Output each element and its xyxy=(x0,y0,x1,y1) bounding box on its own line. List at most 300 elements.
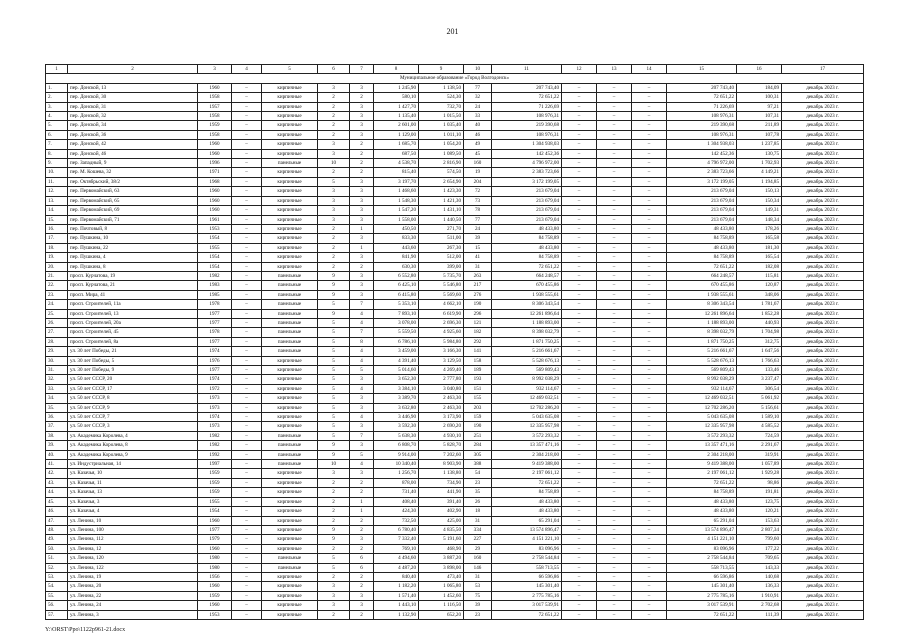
table-cell: 3 237,47 xyxy=(737,375,782,384)
table-cell: пер. Донской, 42 xyxy=(68,140,198,149)
table-row xyxy=(46,450,864,459)
table-row xyxy=(46,234,864,243)
table-cell: ул. Ленина, 100 xyxy=(68,525,198,534)
table-cell: декабрь 2023 г. xyxy=(782,177,864,186)
table-cell: 1959 xyxy=(198,591,232,600)
table-row xyxy=(46,168,864,177)
table-cell: 3 xyxy=(350,441,374,450)
table-cell: – xyxy=(562,554,597,563)
table-cell: 57. xyxy=(46,610,68,619)
table-cell: 5. xyxy=(46,121,68,130)
table-cell: 1 015,50 xyxy=(419,112,464,121)
table-cell: 1974 xyxy=(198,375,232,384)
table-cell: 1 304 938,03 xyxy=(667,140,737,149)
table-cell: 13 357 471,16 xyxy=(667,441,737,450)
table-cell: декабрь 2023 г. xyxy=(782,563,864,572)
table-row xyxy=(46,102,864,111)
table-cell: 27. xyxy=(46,328,68,337)
table-cell: 111,39 xyxy=(737,610,782,619)
table-cell: 204 xyxy=(464,177,492,186)
table-cell: 3 xyxy=(318,215,350,224)
table-cell: 1 548,30 xyxy=(374,196,419,205)
table-cell: 5 546,80 xyxy=(419,281,464,290)
table-cell: – xyxy=(632,159,667,168)
table-cell: 1 132,90 xyxy=(374,610,419,619)
table-cell: декабрь 2023 г. xyxy=(782,413,864,422)
table-cell: 1 938 555,61 xyxy=(492,290,562,299)
table-cell: 48 433,80 xyxy=(492,497,562,506)
table-cell: 4 835,50 xyxy=(419,525,464,534)
table-cell: 732,50 xyxy=(374,516,419,525)
table-cell: 4 796 972,00 xyxy=(492,159,562,168)
table-cell: ул. 30 лет Победы, 21 xyxy=(68,347,198,356)
table-cell: 2 xyxy=(350,488,374,497)
table-cell: 50. xyxy=(46,544,68,553)
table-cell: ул. Казачья, 10 xyxy=(68,469,198,478)
table-cell: 2 xyxy=(318,253,350,262)
table-cell: – xyxy=(562,234,597,243)
table-cell: 1968 xyxy=(198,177,232,186)
table-cell: пер. Донской, 30 xyxy=(68,93,198,102)
table-cell: – xyxy=(562,290,597,299)
table-cell: – xyxy=(232,356,262,365)
table-cell: 9 xyxy=(318,271,350,280)
table-cell: 1 182,20 xyxy=(374,582,419,591)
table-cell: декабрь 2023 г. xyxy=(782,441,864,450)
table-cell: 25. xyxy=(46,309,68,318)
table-cell: 687,50 xyxy=(374,149,419,158)
table-cell: ул. Ленина, 112 xyxy=(68,535,198,544)
table-cell: – xyxy=(632,93,667,102)
table-cell: 1 057,89 xyxy=(737,460,782,469)
table-row xyxy=(46,215,864,224)
table-cell: 1980 xyxy=(198,554,232,563)
table-cell: кирпичные xyxy=(262,206,318,215)
table-cell: 5 xyxy=(318,318,350,327)
table-cell: 1958 xyxy=(198,93,232,102)
column-number: 5 xyxy=(262,65,318,74)
table-cell: кирпичные xyxy=(262,196,318,205)
table-cell: 178,26 xyxy=(737,224,782,233)
table-cell: 13 574 896,47 xyxy=(492,525,562,534)
table-cell: 153,63 xyxy=(737,516,782,525)
table-cell: – xyxy=(632,177,667,186)
table-cell: 14. xyxy=(46,206,68,215)
table-cell: 133,46 xyxy=(737,366,782,375)
table-cell: 1 704,98 xyxy=(737,328,782,337)
table-cell: 6 xyxy=(350,554,374,563)
table-cell: – xyxy=(562,478,597,487)
table-cell: декабрь 2023 г. xyxy=(782,121,864,130)
table-cell: – xyxy=(232,177,262,186)
table-cell: – xyxy=(632,187,667,196)
table-cell: – xyxy=(597,591,632,600)
table-cell: – xyxy=(632,234,667,243)
table-cell: 9 xyxy=(318,441,350,450)
table-cell: – xyxy=(632,394,667,403)
table-cell: 2 758 544,84 xyxy=(667,554,737,563)
table-cell: – xyxy=(232,262,262,271)
table-cell: панельные xyxy=(262,271,318,280)
table-cell: 1980 xyxy=(198,563,232,572)
table-cell: пер. М. Кошева, 32 xyxy=(68,168,198,177)
table-cell: 31 xyxy=(464,516,492,525)
table-cell: 2 xyxy=(350,168,374,177)
table-cell: 15. xyxy=(46,215,68,224)
table-row xyxy=(46,206,864,215)
table-cell: – xyxy=(597,582,632,591)
table-cell: – xyxy=(562,516,597,525)
table-cell: 84 758,89 xyxy=(492,234,562,243)
table-cell: – xyxy=(597,262,632,271)
table-cell: – xyxy=(562,224,597,233)
table-cell: 26 xyxy=(464,497,492,506)
table-cell: 1 xyxy=(350,243,374,252)
table-cell: 72 651,22 xyxy=(667,478,737,487)
table-cell: – xyxy=(562,253,597,262)
table-cell: 1 129,00 xyxy=(374,130,419,139)
table-cell: – xyxy=(597,159,632,168)
table-cell: 78 xyxy=(464,206,492,215)
table-cell: кирпичные xyxy=(262,253,318,262)
table-cell: – xyxy=(562,375,597,384)
table-cell: – xyxy=(562,601,597,610)
table-cell: 54 xyxy=(464,469,492,478)
table-cell: 55. xyxy=(46,591,68,600)
table-cell: кирпичные xyxy=(262,375,318,384)
table-row xyxy=(46,309,864,318)
table-cell: 213 679,04 xyxy=(492,206,562,215)
table-cell: 391,40 xyxy=(419,497,464,506)
table-cell: ул. Ленина, 3 xyxy=(68,610,198,619)
table-cell: 267,30 xyxy=(419,243,464,252)
table-cell: 3 xyxy=(318,582,350,591)
table-cell: 28. xyxy=(46,337,68,346)
table-cell: 1 xyxy=(350,497,374,506)
table-cell: 1 138,50 xyxy=(419,83,464,92)
table-cell: 3 xyxy=(350,215,374,224)
table-row xyxy=(46,366,864,375)
table-cell: 3 xyxy=(318,196,350,205)
table-cell: 3 xyxy=(350,375,374,384)
table-cell: – xyxy=(597,572,632,581)
column-number: 14 xyxy=(632,65,667,74)
table-cell: – xyxy=(597,516,632,525)
table-cell: 11. xyxy=(46,177,68,186)
table-cell: 1 571,40 xyxy=(374,591,419,600)
table-cell: – xyxy=(597,168,632,177)
table-cell: – xyxy=(597,469,632,478)
table-cell: 84 758,89 xyxy=(492,488,562,497)
table-row xyxy=(46,130,864,139)
table-row xyxy=(46,478,864,487)
table-cell: декабрь 2023 г. xyxy=(782,516,864,525)
table-cell: – xyxy=(562,535,597,544)
table-cell: 4 xyxy=(350,356,374,365)
table-cell: – xyxy=(232,271,262,280)
table-cell: 4 xyxy=(350,460,374,469)
table-cell: 1960 xyxy=(198,544,232,553)
table-cell: 1 135,40 xyxy=(374,112,419,121)
table-cell: 73 xyxy=(464,196,492,205)
table-row xyxy=(46,422,864,431)
table-cell: 72 xyxy=(464,187,492,196)
column-number: 12 xyxy=(562,65,597,74)
table-cell: кирпичные xyxy=(262,601,318,610)
table-cell: 1 468,60 xyxy=(374,187,419,196)
table-cell: 100,31 xyxy=(737,93,782,102)
table-cell: – xyxy=(562,149,597,158)
table-cell: 1959 xyxy=(198,478,232,487)
table-cell: 2 xyxy=(318,234,350,243)
table-cell: пер. Первомайский, 65 xyxy=(68,196,198,205)
table-cell: 1960 xyxy=(198,149,232,158)
table-cell: 66 596,86 xyxy=(667,572,737,581)
table-cell: 5 735,70 xyxy=(419,271,464,280)
column-number: 10 xyxy=(464,65,492,74)
table-cell: 3 129,50 xyxy=(419,356,464,365)
table-cell: – xyxy=(597,450,632,459)
table-cell: кирпичные xyxy=(262,384,318,393)
table-cell: 348,06 xyxy=(737,290,782,299)
table-cell: 146 xyxy=(464,563,492,572)
table-cell: ул. Казачья, 3 xyxy=(68,497,198,506)
table-cell: 3 xyxy=(350,234,374,243)
table-cell: 1 910,91 xyxy=(737,591,782,600)
table-cell: 3 xyxy=(318,206,350,215)
table-cell: – xyxy=(232,159,262,168)
table-cell: – xyxy=(562,384,597,393)
table-cell: 213 679,04 xyxy=(667,187,737,196)
table-cell: панельные xyxy=(262,554,318,563)
table-cell: 878,00 xyxy=(374,478,419,487)
table-cell: – xyxy=(632,281,667,290)
table-row xyxy=(46,431,864,440)
table-cell: 2 xyxy=(350,516,374,525)
table-cell: 24 xyxy=(464,224,492,233)
table-cell: 31 xyxy=(464,572,492,581)
table-cell: 1 589,10 xyxy=(737,413,782,422)
table-cell: 2 777,80 xyxy=(419,375,464,384)
table-cell: – xyxy=(632,83,667,92)
column-number: 17 xyxy=(782,65,864,74)
table-cell: – xyxy=(597,375,632,384)
table-cell: 47. xyxy=(46,516,68,525)
table-cell: – xyxy=(562,262,597,271)
table-cell: панельные xyxy=(262,318,318,327)
table-cell: 3 xyxy=(350,112,374,121)
table-cell: 3. xyxy=(46,102,68,111)
table-cell: 3 166,30 xyxy=(419,347,464,356)
table-cell: – xyxy=(632,563,667,572)
table-cell: панельные xyxy=(262,450,318,459)
table-cell: 4 269,40 xyxy=(419,366,464,375)
table-cell: ул. 50 лет СССР, 7 xyxy=(68,413,198,422)
table-cell: 468,90 xyxy=(419,544,464,553)
table-cell: 4 xyxy=(350,413,374,422)
table-cell: декабрь 2023 г. xyxy=(782,224,864,233)
column-number: 6 xyxy=(318,65,350,74)
table-cell: декабрь 2023 г. xyxy=(782,93,864,102)
table-cell: 10 xyxy=(318,460,350,469)
table-cell: – xyxy=(232,441,262,450)
table-cell: 98,86 xyxy=(737,478,782,487)
table-cell: ул. Ленина, 120 xyxy=(68,554,198,563)
table-cell: кирпичные xyxy=(262,413,318,422)
table-cell: 3 xyxy=(350,83,374,92)
table-cell: 1974 xyxy=(198,413,232,422)
table-row xyxy=(46,281,864,290)
table-cell: 1 423,30 xyxy=(419,187,464,196)
table-cell: – xyxy=(232,525,262,534)
table-cell: – xyxy=(632,356,667,365)
table-cell: 799,60 xyxy=(737,535,782,544)
table-cell: 1960 xyxy=(198,601,232,610)
table-cell: – xyxy=(597,356,632,365)
table-cell: – xyxy=(632,431,667,440)
table-cell: 731,40 xyxy=(374,488,419,497)
table-cell: 49. xyxy=(46,535,68,544)
table-cell: 12 702 286,20 xyxy=(667,403,737,412)
table-cell: кирпичные xyxy=(262,572,318,581)
table-cell: – xyxy=(562,271,597,280)
table-cell: 1958 xyxy=(198,112,232,121)
table-cell: декабрь 2023 г. xyxy=(782,403,864,412)
table-cell: 219 390,68 xyxy=(492,121,562,130)
table-cell: 1 685,70 xyxy=(374,140,419,149)
table-cell: – xyxy=(562,93,597,102)
table-cell: – xyxy=(562,610,597,619)
table-cell: 3 078,00 xyxy=(374,318,419,327)
table-cell: 145 301,40 xyxy=(667,582,737,591)
table-cell: – xyxy=(232,591,262,600)
table-row xyxy=(46,507,864,516)
table-cell: декабрь 2023 г. xyxy=(782,431,864,440)
table-cell: декабрь 2023 г. xyxy=(782,356,864,365)
table-row xyxy=(46,196,864,205)
table-cell: декабрь 2023 г. xyxy=(782,140,864,149)
table-cell: декабрь 2023 г. xyxy=(782,271,864,280)
table-cell: – xyxy=(562,572,597,581)
table-cell: 1982 xyxy=(198,431,232,440)
table-cell: 1974 xyxy=(198,347,232,356)
table-cell: 149,31 xyxy=(737,206,782,215)
table-cell: 724,59 xyxy=(737,431,782,440)
table-cell: декабрь 2023 г. xyxy=(782,318,864,327)
table-cell: 664 248,57 xyxy=(492,271,562,280)
column-number: 15 xyxy=(667,65,737,74)
table-cell: 2 xyxy=(318,544,350,553)
table-cell: ул. 30 лет Победы, 5 xyxy=(68,356,198,365)
table-cell: 1 188 893,00 xyxy=(667,318,737,327)
table-cell: 8. xyxy=(46,149,68,158)
table-cell: – xyxy=(232,234,262,243)
table-cell: 3 xyxy=(350,469,374,478)
table-row xyxy=(46,300,864,309)
table-cell: 6 780,40 xyxy=(374,525,419,534)
table-row xyxy=(46,112,864,121)
table-cell: 71 226,69 xyxy=(492,102,562,111)
table-cell: – xyxy=(597,366,632,375)
table-cell: – xyxy=(597,497,632,506)
table-cell: 37. xyxy=(46,422,68,431)
table-cell: – xyxy=(562,196,597,205)
table-cell: кирпичные xyxy=(262,93,318,102)
table-cell: кирпичные xyxy=(262,488,318,497)
table-cell: 181,30 xyxy=(737,243,782,252)
table-cell: – xyxy=(232,497,262,506)
table-cell: – xyxy=(562,281,597,290)
table-cell: 3 xyxy=(350,196,374,205)
table-cell: – xyxy=(232,300,262,309)
table-cell: – xyxy=(232,290,262,299)
table-cell: – xyxy=(632,601,667,610)
table-cell: – xyxy=(632,384,667,393)
table-cell: 408,40 xyxy=(374,497,419,506)
table-cell: 1 443,10 xyxy=(374,601,419,610)
table-cell: 23. xyxy=(46,290,68,299)
table-cell: 5 xyxy=(318,394,350,403)
table-cell: – xyxy=(632,112,667,121)
table-cell: 35. xyxy=(46,403,68,412)
table-cell: декабрь 2023 г. xyxy=(782,159,864,168)
table-cell: 319,91 xyxy=(737,450,782,459)
table-cell: 120,21 xyxy=(737,507,782,516)
table-cell: – xyxy=(562,168,597,177)
table-cell: 4 xyxy=(350,318,374,327)
table-cell: – xyxy=(562,413,597,422)
table-cell: – xyxy=(632,102,667,111)
table-cell: – xyxy=(597,328,632,337)
table-cell: кирпичные xyxy=(262,234,318,243)
table-cell: декабрь 2023 г. xyxy=(782,83,864,92)
table-cell: – xyxy=(562,130,597,139)
table-cell: – xyxy=(597,478,632,487)
table-cell: 4 149,21 xyxy=(737,168,782,177)
table-cell: 72 651,22 xyxy=(667,610,737,619)
table-cell: ул. 50 лет СССР, 20 xyxy=(68,375,198,384)
table-cell: 9 xyxy=(318,450,350,459)
table-cell: 524,30 xyxy=(419,93,464,102)
municipality-row xyxy=(46,74,864,83)
table-cell: декабрь 2023 г. xyxy=(782,610,864,619)
table-cell: – xyxy=(632,347,667,356)
table-cell: 12 335 957,98 xyxy=(492,422,562,431)
table-cell: – xyxy=(597,281,632,290)
table-cell: 191,81 xyxy=(737,488,782,497)
table-cell: 4 585,52 xyxy=(737,422,782,431)
table-cell: 3 xyxy=(350,281,374,290)
table-cell: 1979 xyxy=(198,535,232,544)
table-cell: – xyxy=(597,187,632,196)
table-cell: панельные xyxy=(262,460,318,469)
table-cell: панельные xyxy=(262,281,318,290)
table-cell: – xyxy=(562,215,597,224)
table-cell: 213 679,04 xyxy=(492,215,562,224)
table-cell: 1992 xyxy=(198,450,232,459)
table-cell: 580,10 xyxy=(374,93,419,102)
table-cell: 48 433,80 xyxy=(667,497,737,506)
table-cell: 2 xyxy=(318,262,350,271)
table-cell: 5 xyxy=(318,328,350,337)
table-cell: 30. xyxy=(46,356,68,365)
table-cell: декабрь 2023 г. xyxy=(782,488,864,497)
table-cell: 2 702,68 xyxy=(737,601,782,610)
table-cell: 83 096,96 xyxy=(667,544,737,553)
table-cell: 2 xyxy=(318,102,350,111)
table-cell: – xyxy=(597,83,632,92)
table-cell: 3 389,70 xyxy=(374,394,419,403)
